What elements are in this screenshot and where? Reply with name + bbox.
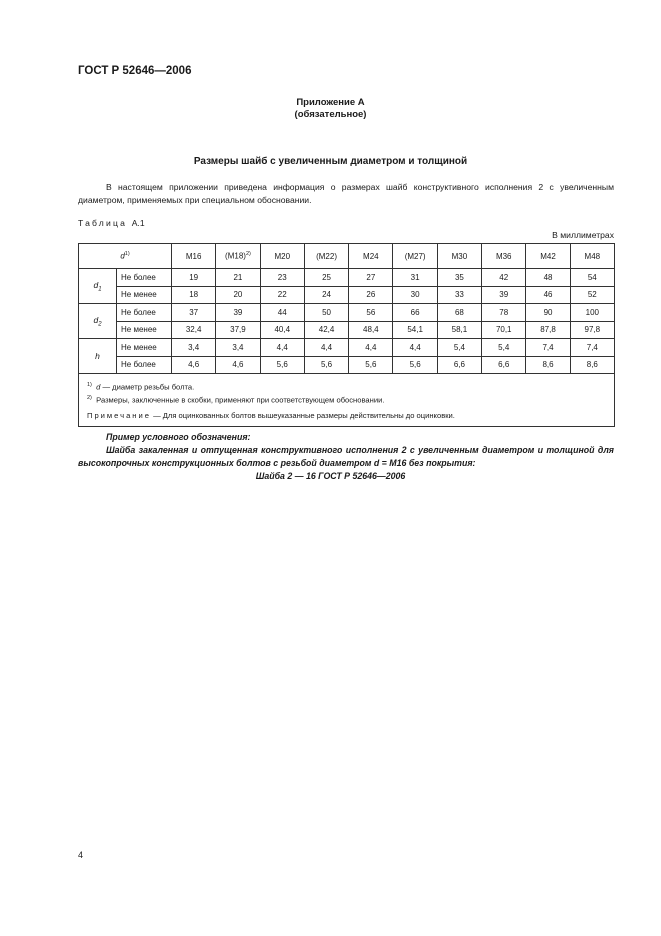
note-text: — Для оцинкованных болтов вышеуказанные размеры действительны до оцинковки. xyxy=(150,411,455,421)
value-cell: 4,6 xyxy=(172,356,216,374)
table-footnote-row xyxy=(79,374,615,427)
value-cell: 4,4 xyxy=(260,339,304,357)
value-cell: 87,8 xyxy=(526,321,570,339)
value-cell: 90 xyxy=(526,304,570,322)
table-label-number: А.1 xyxy=(131,218,145,228)
column-header: M36 xyxy=(482,244,526,269)
column-header: M16 xyxy=(172,244,216,269)
appendix-title: Приложение А xyxy=(296,97,365,108)
value-cell: 100 xyxy=(570,304,614,322)
value-cell: 23 xyxy=(260,269,304,287)
column-header: M48 xyxy=(570,244,614,269)
table-header-row xyxy=(79,244,615,269)
value-cell: 25 xyxy=(304,269,348,287)
value-cell: 5,6 xyxy=(304,356,348,374)
value-cell: 33 xyxy=(437,286,481,304)
value-cell: 42,4 xyxy=(304,321,348,339)
dimensions-table xyxy=(78,243,615,427)
value-cell: 4,4 xyxy=(349,339,393,357)
value-cell: 6,6 xyxy=(482,356,526,374)
example-title: Пример условного обозначения: xyxy=(106,432,251,442)
value-cell: 31 xyxy=(393,269,437,287)
footnote-1-symbol: d xyxy=(96,382,101,392)
value-cell: 54,1 xyxy=(393,321,437,339)
column-header: M30 xyxy=(437,244,481,269)
value-cell: 70,1 xyxy=(482,321,526,339)
table-row xyxy=(79,356,615,374)
parameter-symbol: d xyxy=(93,314,99,325)
footnote-1 xyxy=(87,380,606,393)
value-cell: 48,4 xyxy=(349,321,393,339)
parameter-cell xyxy=(79,304,117,339)
value-cell: 56 xyxy=(349,304,393,322)
value-cell: 20 xyxy=(216,286,260,304)
table-note xyxy=(87,411,606,422)
value-cell: 5,6 xyxy=(260,356,304,374)
parameter-cell xyxy=(79,269,117,304)
table-row xyxy=(79,339,615,357)
column-header: (M27) xyxy=(393,244,437,269)
parameter-subscript: 2 xyxy=(98,321,102,328)
value-cell: 66 xyxy=(393,304,437,322)
value-cell: 6,6 xyxy=(437,356,481,374)
value-cell: 46 xyxy=(526,286,570,304)
example-text: Шайба закаленная и отпущенная конструктивного исполнения 2 с увеличенным диаметром и толщиной для высокопрочных конструкционных болтов с резьбой диаметром d = M16 без покрытия: xyxy=(78,445,614,468)
column-header xyxy=(216,244,260,269)
footnote-1-mark: 1) xyxy=(87,382,92,388)
parameter-symbol: d xyxy=(93,279,99,290)
footnote-2 xyxy=(87,393,606,406)
value-cell: 8,6 xyxy=(526,356,570,374)
value-cell: 54 xyxy=(570,269,614,287)
value-cell: 24 xyxy=(304,286,348,304)
value-cell: 40,4 xyxy=(260,321,304,339)
corner-footnote-mark: 1) xyxy=(124,251,130,258)
value-cell: 21 xyxy=(216,269,260,287)
note-label: Примечание xyxy=(87,411,151,421)
column-header: (M22) xyxy=(304,244,348,269)
condition-cell: Не менее xyxy=(117,321,172,339)
page-number: 4 xyxy=(78,850,84,860)
column-header-label: (M18) xyxy=(225,251,246,261)
document-header: ГОСТ Р 52646—2006 xyxy=(78,65,192,77)
value-cell: 42 xyxy=(482,269,526,287)
value-cell: 68 xyxy=(437,304,481,322)
column-header: M42 xyxy=(526,244,570,269)
parameter-subscript: 1 xyxy=(98,286,102,293)
appendix-status: (обязательное) xyxy=(294,109,367,120)
table-label xyxy=(78,218,145,228)
table-label-word: Таблица xyxy=(78,218,128,228)
footnote-2-mark: 2) xyxy=(87,395,92,402)
value-cell: 18 xyxy=(172,286,216,304)
table-row xyxy=(79,304,615,322)
table-row xyxy=(79,269,615,287)
corner-symbol: d xyxy=(120,251,125,261)
table-body xyxy=(79,269,615,427)
units-label: В миллиметрах xyxy=(552,230,614,240)
value-cell: 4,4 xyxy=(304,339,348,357)
value-cell: 5,4 xyxy=(482,339,526,357)
value-cell: 7,4 xyxy=(526,339,570,357)
value-cell: 19 xyxy=(172,269,216,287)
condition-cell: Не менее xyxy=(117,286,172,304)
footnote-1-text: — диаметр резьбы болта. xyxy=(100,382,195,392)
value-cell: 26 xyxy=(349,286,393,304)
example-designation: Шайба 2 — 16 ГОСТ Р 52646—2006 xyxy=(255,471,406,481)
parameter-cell xyxy=(79,339,117,374)
condition-cell: Не более xyxy=(117,304,172,322)
value-cell: 5,6 xyxy=(393,356,437,374)
value-cell: 4,4 xyxy=(393,339,437,357)
value-cell: 48 xyxy=(526,269,570,287)
column-header: M20 xyxy=(260,244,304,269)
value-cell: 8,6 xyxy=(570,356,614,374)
value-cell: 52 xyxy=(570,286,614,304)
value-cell: 5,6 xyxy=(349,356,393,374)
value-cell: 44 xyxy=(260,304,304,322)
value-cell: 5,4 xyxy=(437,339,481,357)
condition-cell: Не более xyxy=(117,269,172,287)
table-row xyxy=(79,321,615,339)
value-cell: 50 xyxy=(304,304,348,322)
table-row xyxy=(79,286,615,304)
value-cell: 78 xyxy=(482,304,526,322)
value-cell: 4,6 xyxy=(216,356,260,374)
value-cell: 27 xyxy=(349,269,393,287)
value-cell: 32,4 xyxy=(172,321,216,339)
value-cell: 22 xyxy=(260,286,304,304)
corner-header-cell xyxy=(79,244,172,269)
parameter-symbol: h xyxy=(95,351,100,361)
column-header: M24 xyxy=(349,244,393,269)
intro-paragraph: В настоящем приложении приведена информация о размерах шайб конструктивного исполнения 2 с увеличенным диаметром, применяемых при специальном обосновании. xyxy=(78,182,614,205)
value-cell: 97,8 xyxy=(570,321,614,339)
value-cell: 35 xyxy=(437,269,481,287)
table-footnotes xyxy=(79,374,615,427)
column-footnote-mark: 2) xyxy=(245,251,251,258)
condition-cell: Не менее xyxy=(117,339,172,357)
condition-cell: Не более xyxy=(117,356,172,374)
value-cell: 39 xyxy=(216,304,260,322)
value-cell: 3,4 xyxy=(216,339,260,357)
value-cell: 39 xyxy=(482,286,526,304)
value-cell: 30 xyxy=(393,286,437,304)
value-cell: 7,4 xyxy=(570,339,614,357)
footnote-2-text: Размеры, заключенные в скобки, применяют при соответствующем обосновании. xyxy=(96,395,385,405)
section-title: Размеры шайб с увеличенным диаметром и толщиной xyxy=(193,156,468,167)
value-cell: 37 xyxy=(172,304,216,322)
value-cell: 37,9 xyxy=(216,321,260,339)
value-cell: 3,4 xyxy=(172,339,216,357)
value-cell: 58,1 xyxy=(437,321,481,339)
